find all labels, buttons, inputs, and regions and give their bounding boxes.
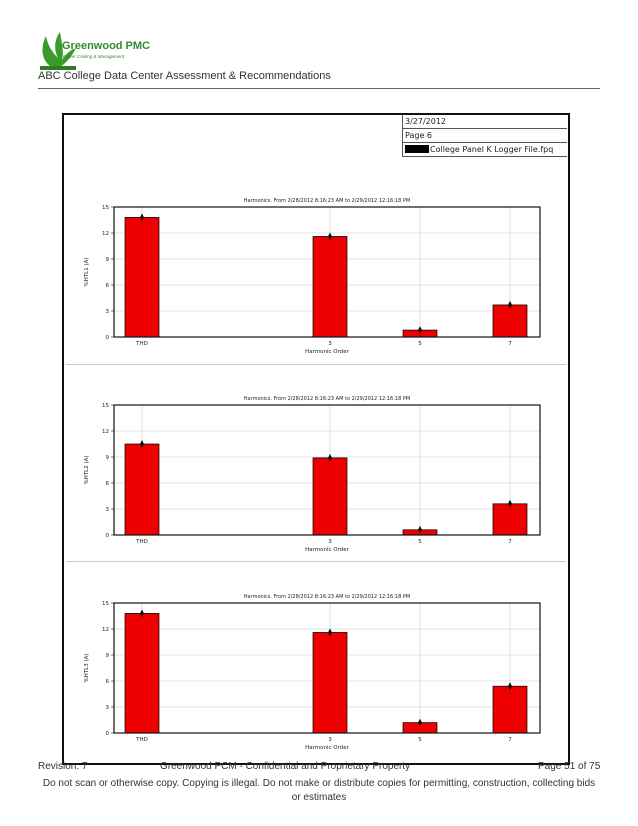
y-tick-label: 3: [105, 309, 109, 315]
bar-7: [493, 305, 527, 337]
x-tick-label: 3: [328, 737, 332, 743]
info-date-row: [403, 115, 567, 129]
info-file: College Panel K Logger File.fpq: [430, 145, 554, 154]
y-tick-label: 9: [105, 257, 109, 263]
y-tick-label: 12: [102, 231, 109, 237]
y-tick-label: 0: [105, 533, 109, 539]
x-tick-label: THD: [136, 737, 148, 743]
y-tick-label: 6: [105, 679, 109, 685]
y-tick-label: 3: [105, 507, 109, 513]
x-tick-label: 7: [508, 539, 512, 545]
chart-title: Harmonics. From 2/28/2012 8:16:23 AM to 2/29/2012 12:16:18 PM: [243, 594, 411, 600]
redaction-block: [405, 145, 429, 153]
info-page-row: [403, 129, 567, 143]
footer-page-number: Page 51 of 75: [538, 761, 601, 772]
chart-title: Harmonics. From 2/28/2012 8:16:23 AM to 2/29/2012 12:16:18 PM: [243, 396, 411, 402]
info-file-row: [403, 143, 567, 157]
y-tick-label: 15: [102, 601, 109, 607]
info-date: 3/27/2012: [405, 117, 447, 126]
header-divider: [38, 88, 600, 89]
bar-7: [493, 686, 527, 733]
bar-3: [313, 236, 347, 337]
x-tick-label: 7: [508, 737, 512, 743]
footer-confidential: Greenwood PCM - Confidential and Proprietary Property: [160, 761, 411, 772]
x-tick-label: 5: [418, 737, 422, 743]
y-tick-label: 0: [105, 335, 109, 341]
y-tick-label: 3: [105, 705, 109, 711]
harmonics-chart-l2: [66, 378, 566, 571]
x-tick-label: 5: [418, 539, 422, 545]
bar-3: [313, 632, 347, 733]
x-tick-label: 3: [328, 539, 332, 545]
bar-thd: [125, 217, 159, 337]
y-tick-label: 9: [105, 455, 109, 461]
chart-title: Harmonics. From 2/28/2012 8:16:23 AM to 2/29/2012 12:16:18 PM: [243, 198, 411, 204]
company-tagline: Power Cooling & Management: [63, 54, 125, 59]
bar-thd: [125, 444, 159, 535]
y-axis-label: %HTL3 (A): [84, 653, 90, 683]
bar-7: [493, 504, 527, 535]
harmonics-chart-l3: [66, 576, 566, 769]
x-axis-label: Harmonic Order: [305, 349, 349, 355]
x-axis-label: Harmonic Order: [305, 745, 349, 751]
y-tick-label: 12: [102, 627, 109, 633]
document-title: ABC College Data Center Assessment & Recommendations: [38, 70, 331, 82]
footer-copy-notice: Do not scan or otherwise copy. Copying is illegal. Do not make or distribute copies for permitting, construction, collecting bids or estimates: [42, 778, 596, 803]
y-tick-label: 6: [105, 481, 109, 487]
company-name: Greenwood PMC: [62, 40, 151, 52]
footer-revision: Revision: 7: [38, 761, 88, 772]
report-info-box: [402, 115, 567, 157]
y-axis-label: %HTL1 (A): [84, 257, 90, 287]
y-tick-label: 0: [105, 731, 109, 737]
x-tick-label: 5: [418, 341, 422, 347]
x-tick-label: 7: [508, 341, 512, 347]
x-tick-label: THD: [136, 341, 148, 347]
bar-thd: [125, 613, 159, 733]
x-axis-label: Harmonic Order: [305, 547, 349, 553]
x-tick-label: 3: [328, 341, 332, 347]
harmonics-chart-l1: [66, 180, 566, 373]
y-tick-label: 12: [102, 429, 109, 435]
y-axis-label: %HTL2 (A): [84, 455, 90, 485]
y-tick-label: 9: [105, 653, 109, 659]
bar-3: [313, 458, 347, 535]
info-page: Page 6: [405, 131, 432, 140]
y-tick-label: 15: [102, 403, 109, 409]
y-tick-label: 15: [102, 205, 109, 211]
x-tick-label: THD: [136, 539, 148, 545]
y-tick-label: 6: [105, 283, 109, 289]
